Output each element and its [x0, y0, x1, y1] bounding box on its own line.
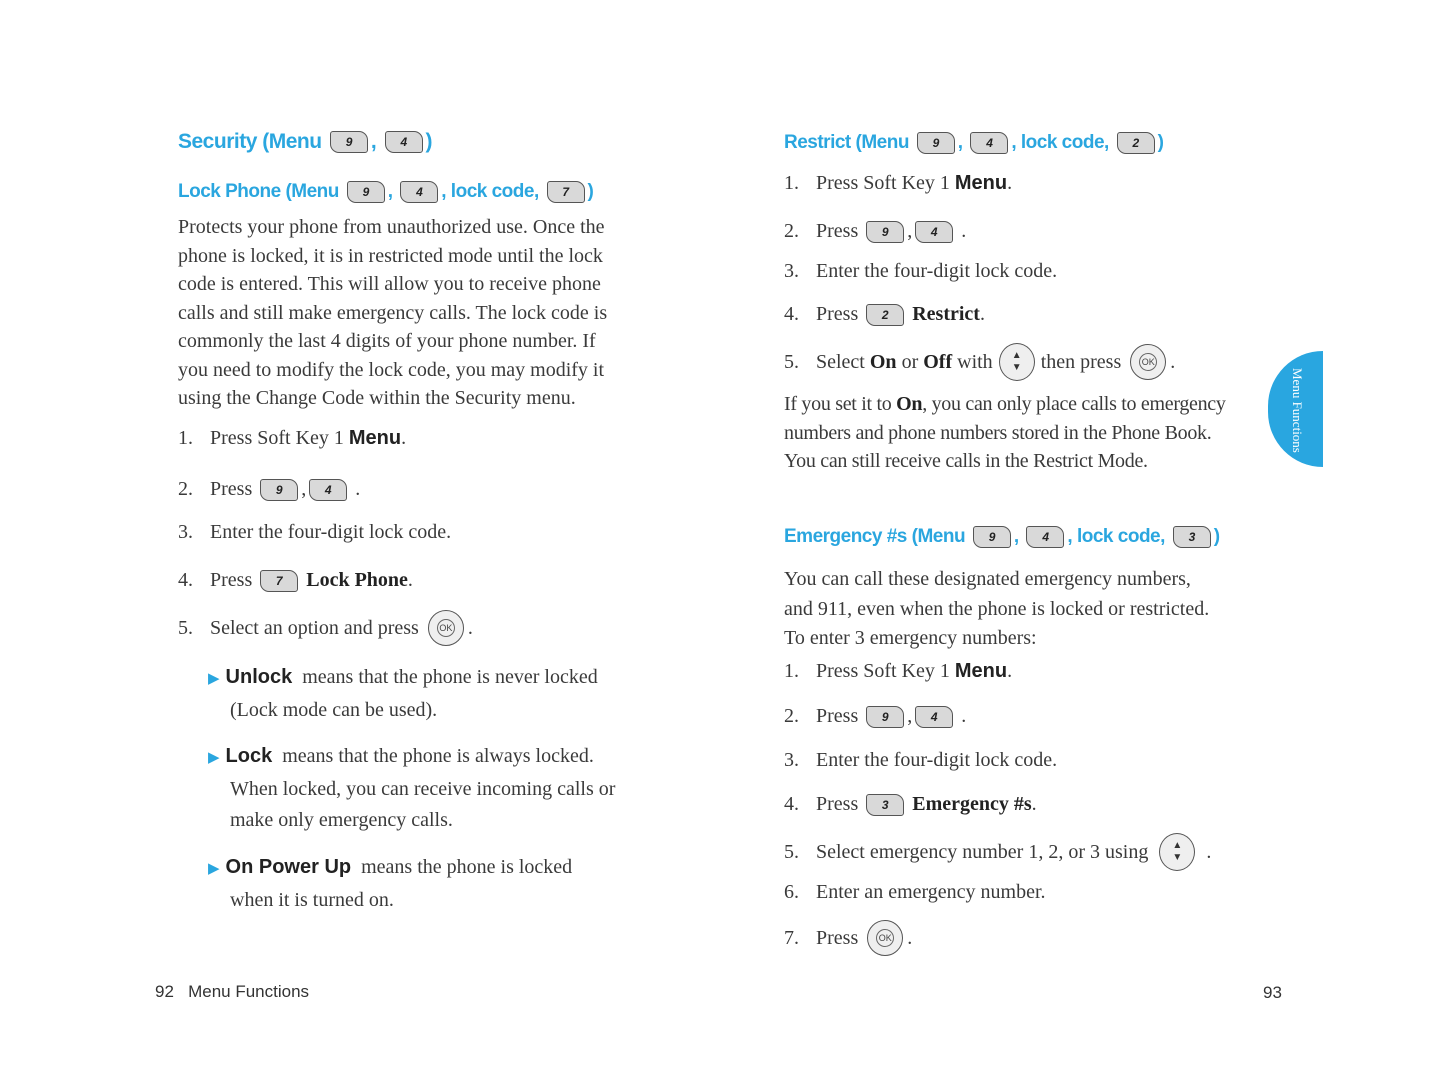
key-9-icon: 9: [330, 131, 368, 153]
key-7-icon: 7: [260, 570, 298, 592]
restrict-note: If you set it to On, you can only place calls to emergency numbers and phone numbers stored in the Phone Book. You can still receive calls in the Restrict Mode.: [784, 393, 1226, 472]
intro-line: you need to modify the lock code, you may modify it: [178, 358, 605, 381]
lock-step-3: 3. Enter the four-digit lock code.: [178, 521, 452, 543]
menu-softkey-label: Menu: [954, 172, 1008, 194]
page-number: 92: [155, 982, 174, 1001]
intro-line: code is entered. This will allow you to receive phone: [178, 273, 601, 295]
key-9-icon: 9: [917, 132, 955, 154]
restrict-step-1: 1. Press Soft Key 1 Menu .: [784, 172, 1013, 194]
triangle-bullet-icon: ▶: [208, 750, 220, 766]
key-2-icon: 2: [866, 304, 904, 326]
key-4-icon: 4: [915, 706, 953, 728]
lock-step-1: 1. Press Soft Key 1 Menu .: [178, 427, 407, 449]
emergency-step-6: 6. Enter an emergency number.: [784, 881, 1046, 903]
key-4-icon: 4: [400, 181, 438, 203]
menu-softkey-label: Menu: [954, 660, 1008, 682]
bullet-lock: ▶ Lock means that the phone is always locked. When locked, you can receive incoming calls or make only emergency calls.: [208, 745, 616, 831]
restrict-step-4: 4. Press 2 Restrict .: [784, 303, 985, 325]
emergency-step-7: 7. Press OK .: [784, 920, 912, 956]
bullet-unlock: ▶ Unlock means that the phone is never locked (Lock mode can be used).: [208, 666, 598, 721]
right-page-number: 93: [1263, 983, 1282, 1002]
intro-line: commonly the last 4 digits of your phone number. If: [178, 330, 596, 352]
emergency-step-5: 5. Select emergency number 1, 2, or 3 using ▲ ▼ .: [784, 833, 1211, 871]
intro-line: phone is locked, it is in restricted mode until the lock: [178, 244, 603, 267]
restrict-step-5: 5. Select On or Off with ▲ ▼ then press OK .: [784, 343, 1175, 381]
key-3-icon: 3: [1173, 526, 1211, 548]
key-4-icon: 4: [915, 221, 953, 243]
intro-line: using the Change Code within the Security menu.: [178, 387, 576, 409]
key-9-icon: 9: [260, 479, 298, 501]
key-9-icon: 9: [973, 526, 1011, 548]
key-7-icon: 7: [547, 181, 585, 203]
emergency-step-2: 2. Press 9 , 4 .: [784, 705, 967, 727]
ok-button-icon: OK: [1130, 344, 1166, 380]
left-footer: [155, 982, 309, 1002]
triangle-bullet-icon: ▶: [208, 861, 220, 877]
ok-button-icon: OK: [428, 610, 464, 646]
emergency-intro: You can call these designated emergency numbers, and 911, even when the phone is locked or restricted. To enter 3 emergency numbers:: [784, 568, 1210, 649]
key-3-icon: 3: [866, 794, 904, 816]
key-4-icon: 4: [970, 132, 1008, 154]
key-9-icon: 9: [347, 181, 385, 203]
intro-line: calls and still make emergency calls. The lock code is: [178, 301, 608, 324]
nav-key-icon: ▲ ▼: [1159, 833, 1195, 871]
triangle-bullet-icon: ▶: [208, 671, 220, 687]
emergency-step-4: 4. Press 3 Emergency #s .: [784, 793, 1037, 815]
footer-title: Menu Functions: [188, 982, 310, 1001]
emergency-step-1: 1. Press Soft Key 1 Menu .: [784, 660, 1013, 682]
lock-phone-intro: [178, 213, 658, 413]
security-heading: Security (Menu 9 , 4 ): [178, 130, 433, 153]
bullet-on-power-up: ▶ On Power Up means the phone is locked when it is turned on.: [208, 856, 573, 911]
side-tab-label: Menu Functions: [1290, 368, 1305, 453]
key-4-icon: 4: [385, 131, 423, 153]
key-4-icon: 4: [309, 479, 347, 501]
lock-step-5: 5. Select an option and press OK .: [178, 610, 473, 646]
lock-phone-heading: Lock Phone (Menu 9 , 4 , lock code, 7 ): [178, 181, 594, 203]
menu-softkey-label: Menu: [348, 427, 402, 449]
lock-step-2: 2. Press 9 , 4 .: [178, 478, 361, 500]
lock-step-4: 4. Press 7 Lock Phone .: [178, 569, 413, 591]
key-9-icon: 9: [866, 706, 904, 728]
emergency-step-3: 3. Enter the four-digit lock code.: [784, 749, 1058, 771]
key-4-icon: 4: [1026, 526, 1064, 548]
restrict-step-2: 2. Press 9 , 4 .: [784, 220, 967, 242]
nav-key-icon: ▲ ▼: [999, 343, 1035, 381]
intro-line: Protects your phone from unauthorized use. Once the: [178, 216, 605, 238]
ok-button-icon: OK: [867, 920, 903, 956]
restrict-step-3: 3. Enter the four-digit lock code.: [784, 260, 1058, 282]
emergency-heading: Emergency #s (Menu 9 , 4 , lock code, 3 ): [784, 526, 1220, 548]
restrict-heading: Restrict (Menu 9 , 4 , lock code, 2 ): [784, 132, 1164, 154]
key-2-icon: 2: [1117, 132, 1155, 154]
key-9-icon: 9: [866, 221, 904, 243]
